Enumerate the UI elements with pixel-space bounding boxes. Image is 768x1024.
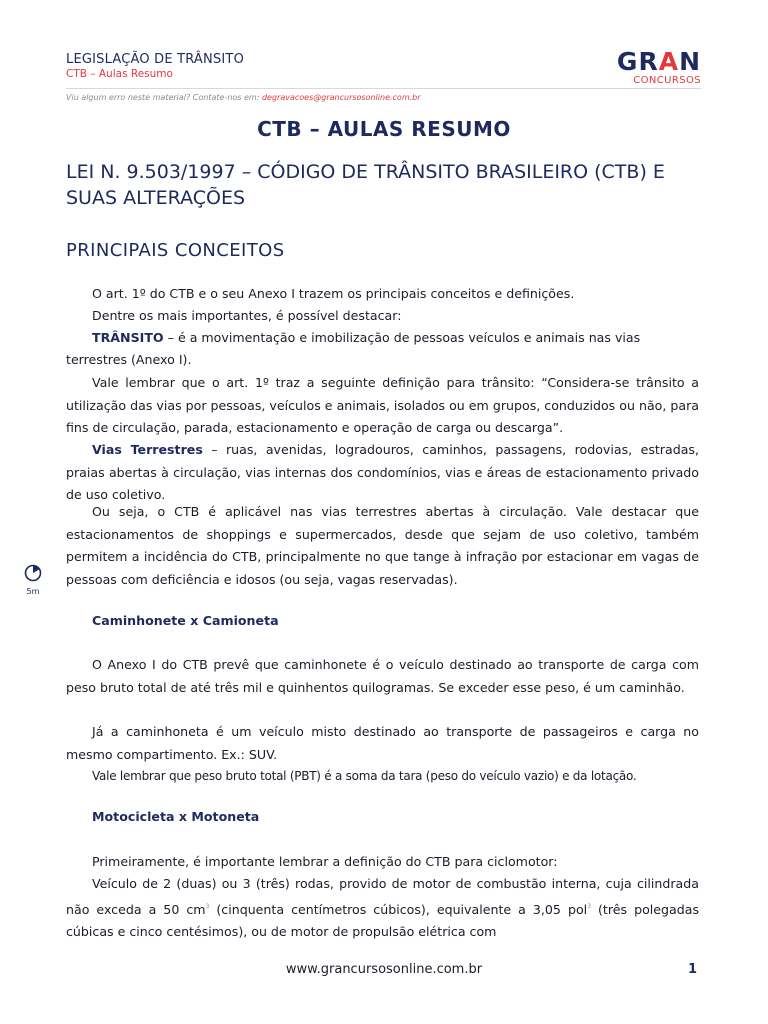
law-title: LEI N. 9.503/1997 – CÓDIGO DE TRÂNSITO BRASILEIRO (CTB) E SUAS ALTERAÇÕES	[66, 161, 665, 209]
paragraph-transito-def	[66, 327, 699, 350]
paragraph-vias-terrestres	[66, 439, 699, 507]
paragraph-transito-def-cont: terrestres (Anexo I).	[66, 352, 192, 367]
paragraph-caminhonete: O Anexo I do CTB prevê que caminhonete é o veículo destinado ao transporte de carga com peso bruto total de até três mil e quinhentos quilogramas. Se exceder esse peso, é um caminhão.	[66, 657, 699, 695]
footer-url[interactable]: www.grancursosonline.com.br	[285, 962, 483, 977]
gran-concursos-logo	[616, 47, 701, 87]
paragraph-ciclomotor-def	[66, 873, 699, 944]
paragraph-aplicacao: Ou seja, o CTB é aplicável nas vias terrestres abertas à circulação. Vale destacar que estacionamentos de shoppings e supermercados, desde que sejam de uso coletivo, também permitem a incidência do CTB, principalmente no que tange à infração por estacionar em vagas de pessoas com deficiência e idosos (ou seja, vagas reservadas).	[66, 504, 699, 587]
ciclomotor-def-c: (três polegadas cúbicas e cinco centésimos), ou de motor de propulsão elétrica com	[66, 901, 700, 939]
ciclomotor-def-b: (cinquenta centímetros cúbicos), equivalente a 3,05 pol	[209, 901, 588, 917]
paragraph-pbt: Vale lembrar que peso bruto total (PBT) é a soma da tara (peso do veículo vazio) e da lotação.	[92, 769, 637, 783]
cm3-superscript: 3	[205, 902, 210, 910]
paragraph-highlight-intro: Dentre os mais importantes, é possível destacar:	[92, 308, 402, 323]
keyword-vias-terrestres: Vias Terrestres	[92, 442, 203, 457]
paragraph-art1: Vale lembrar que o art. 1º traz a seguinte definição para trânsito: “Considera-se trânsito a utilização das vias por pessoas, veículos e animais, isolados ou em grupos, conduzidos ou não, para fins de circulação, parada, estacionamento e operação de carga ou descarga”.	[66, 375, 699, 435]
logo-letters-2: N	[679, 47, 701, 76]
paragraph-ciclomotor-intro: Primeiramente, é importante lembrar a definição do CTB para ciclomotor:	[92, 854, 558, 869]
vias-terrestres-text: – ruas, avenidas, logradouros, caminhos, passagens, rodovias, estradas, praias abertas à circulação, vias internas dos condomínios, vias e áreas de estacionamento privado de uso coletivo.	[66, 442, 699, 502]
section-title: PRINCIPAIS CONCEITOS	[66, 240, 285, 261]
paragraph-intro: O art. 1º do CTB e o seu Anexo I trazem os principais conceitos e definições.	[92, 286, 575, 301]
logo-wordmark	[616, 47, 701, 76]
page-header	[66, 52, 244, 80]
header-divider	[66, 88, 701, 89]
contact-line	[66, 93, 421, 102]
subheading-caminhonete: Caminhonete x Camioneta	[92, 613, 279, 628]
paragraph-caminhoneta: Já a caminhoneta é um veículo misto destinado ao transporte de passageiros e carga no mesmo compartimento. Ex.: SUV.	[66, 724, 699, 762]
ciclomotor-def-a: Veículo de 2 (duas) ou 3 (três) rodas, provido de motor de combustão interna, cuja cilindrada não exceda a 50 cm	[66, 876, 699, 917]
header-subject: LEGISLAÇÃO DE TRÂNSITO	[66, 52, 245, 67]
contact-text: Viu algum erro neste material? Contate-nos em:	[66, 93, 262, 102]
logo-letters-1: GR	[616, 47, 659, 76]
transito-def-text: – é a movimentação e imobilização de pessoas veículos e animais nas vias	[163, 330, 641, 345]
pol3-superscript: 3	[587, 902, 591, 910]
timer-icon	[24, 564, 42, 582]
subheading-motocicleta: Motocicleta x Motoneta	[92, 809, 260, 824]
logo-subtitle: CONCURSOS	[633, 75, 701, 86]
document-title: CTB – AULAS RESUMO	[257, 117, 511, 141]
header-title: CTB – Aulas Resumo	[66, 68, 173, 80]
keyword-transito: TRÂNSITO	[92, 330, 164, 345]
logo-letter-accent: A	[658, 47, 680, 76]
timer-label: 5m	[26, 587, 40, 596]
time-marker	[22, 564, 44, 596]
page-number: 1	[687, 962, 697, 977]
contact-email-link[interactable]: degravacoes@grancursosonline.com.br	[261, 93, 421, 102]
